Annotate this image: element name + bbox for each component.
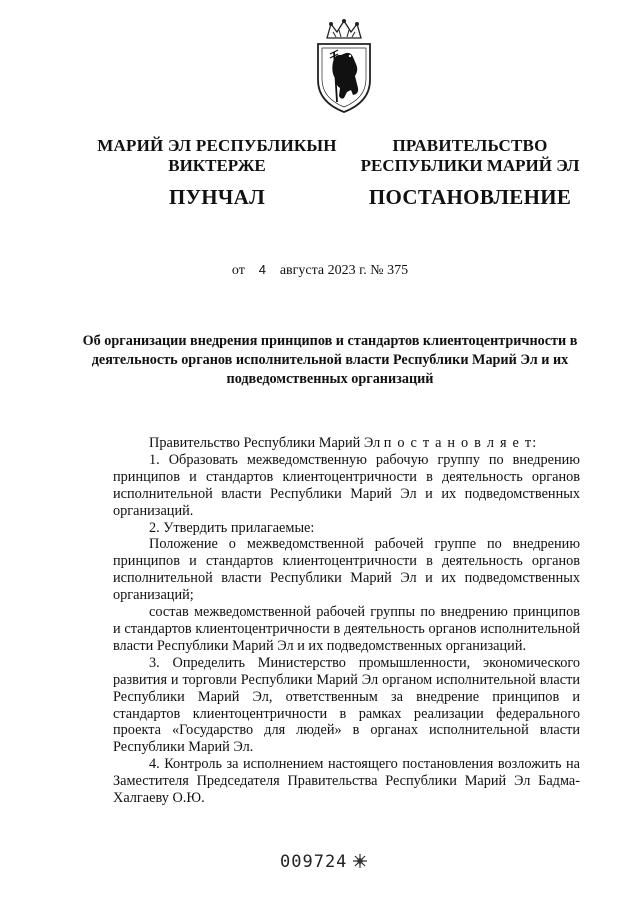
header-russian-block (345, 136, 595, 210)
snowflake-star-icon (352, 853, 368, 869)
header-left-line2: ВИКТЕРЖЕ (168, 156, 266, 175)
paragraph-1: 1. Образовать межведомственную рабочую группу по внедрению принципов и стандартов клиентоцентричности в деятельность органов исполнительной власти Республики Марий Эл и их подведомственных организаций. (113, 451, 580, 519)
date-prefix: от (231, 263, 245, 278)
paragraph-2b: состав межведомственной рабочей группы по внедрению принципов и стандартов клиентоцентричности в деятельность органов исполнительной власти Республики Марий Эл и их подведомственных организаций. (113, 604, 580, 654)
serial-number: 009724 (280, 852, 348, 872)
paragraph-3: 3. Определить Министерство промышленности, экономического развития и торговли Республики Марий Эл органом исполнительной власти Республики Марий Эл, ответственным за внедрение принципов и стандартов клиентоцентричности в рамках реализации федерального проекта «Государство для людей» в органах исполнительной власти Республики Марий Эл. (113, 654, 580, 756)
header-mari-block (92, 136, 342, 210)
paragraph-2: 2. Утвердить прилагаемые: (149, 519, 315, 536)
header-right-doc-type: ПОСТАНОВЛЕНИЕ (368, 185, 572, 209)
header-right-line2: РЕСПУБЛИКИ МАРИЙ ЭЛ (360, 156, 580, 175)
document-body (113, 435, 580, 807)
document-number: 375 (387, 263, 409, 278)
intro-lead: Правительство Республики Марий Эл (149, 435, 381, 451)
coat-of-arms-emblem (313, 18, 375, 114)
date-day: 4 (258, 262, 266, 277)
date-month-year: августа 2023 г. № (279, 263, 384, 278)
document-title: Об организации внедрения принципов и стандартов клиентоцентричности в деятельность органов исполнительной власти Республики Марий Эл и их подведомственных организаций (82, 333, 578, 387)
paragraph-2a: Положение о межведомственной рабочей группе по внедрению принципов и стандартов клиентоцентричности в деятельность органов исполнительной власти Республики Марий Эл и их подведомственных организаций; (113, 536, 580, 604)
document-date-line (0, 262, 640, 279)
header-left-doc-type: ПУНЧАЛ (168, 185, 266, 209)
header-right-line1: ПРАВИТЕЛЬСТВО (392, 136, 548, 155)
intro-decree-word: п о с т а н о в л я е т: (383, 435, 538, 451)
paragraph-4: 4. Контроль за исполнением настоящего постановления возложить на Заместителя Председателя Правительства Республики Марий Эл Бадма-Халгаеву О.Ю. (113, 756, 580, 807)
intro-paragraph (113, 435, 580, 452)
header-left-line1: МАРИЙ ЭЛ РЕСПУБЛИКЫН (97, 136, 337, 155)
